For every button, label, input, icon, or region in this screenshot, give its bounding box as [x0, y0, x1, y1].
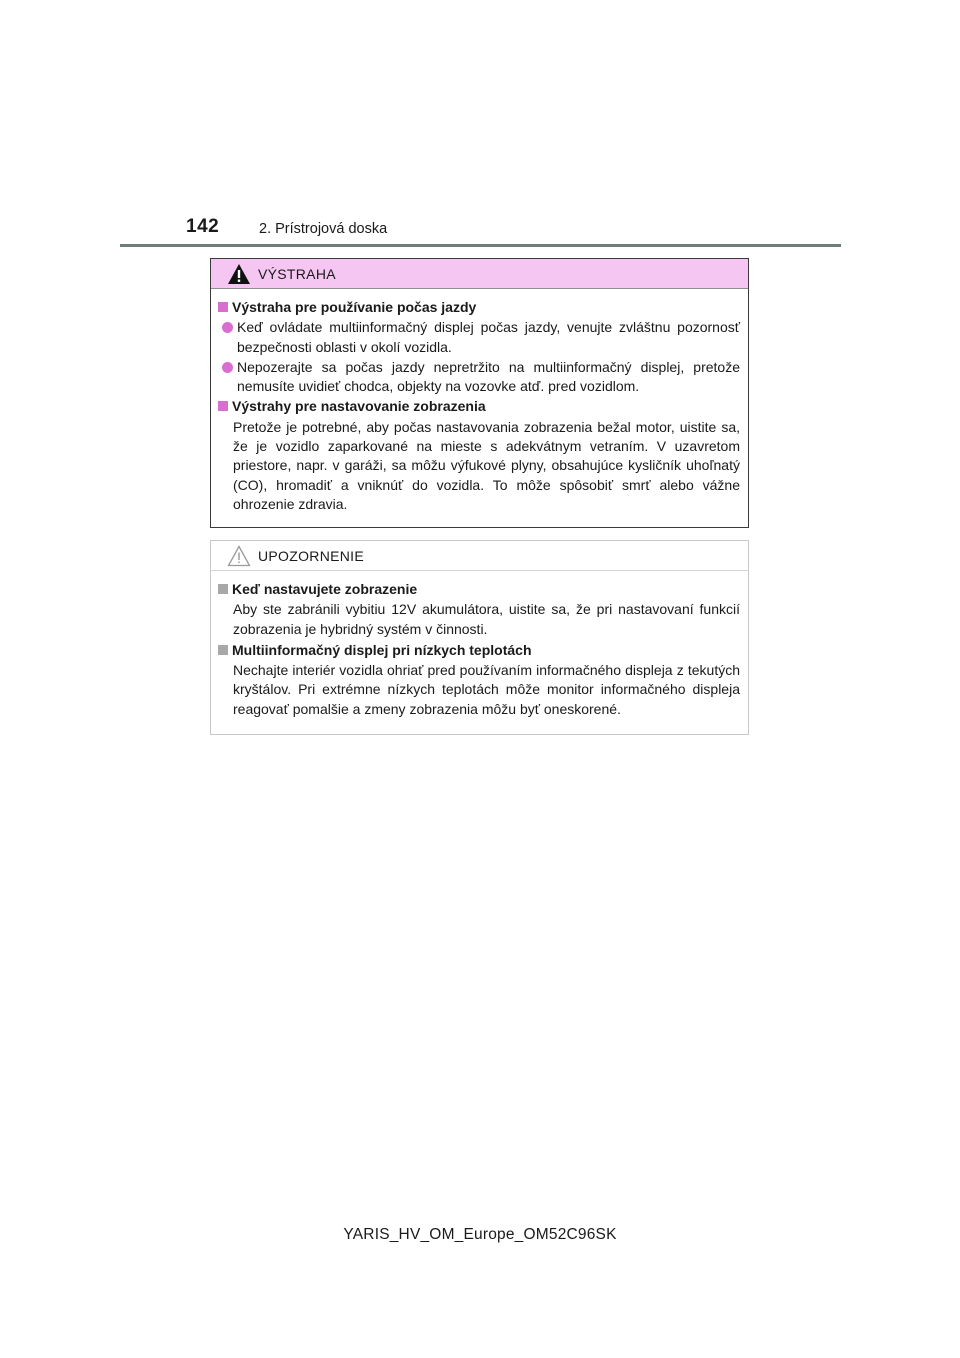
warning-heading-display-settings: Výstrahy pre nastavovanie zobrazenia: [218, 397, 740, 416]
warning-header: [211, 259, 748, 289]
caution-paragraph: Nechajte interiér vozidla ohriať pred používaním informačného displeja z tekutých kryštálov. Pri extrémne nízkych teplotách môže monitor informačného displeja reagovať pomalšie a zmeny zobrazenia môžu byť oneskorené.: [233, 662, 740, 717]
caution-heading-setting-display: Keď nastavujete zobrazenie: [218, 580, 740, 599]
warning-title: VÝSTRAHA: [258, 265, 336, 282]
warning-paragraph: Pretože je potrebné, aby počas nastavovania zobrazenia bežal motor, uistite sa, že je vozidlo zaparkované na mieste s adekvátnym vetraním. V uzavretom priestore, napr. v garáži, sa môžu výfukové plyny, obsahujúce kysličník uhoľnatý (CO), hromadiť a vniknúť do vozidla. To môže spôsobiť smrť alebo vážne ohrozenie zdravia.: [233, 418, 740, 512]
round-bullet-icon: [222, 322, 233, 333]
warning-heading-driving: Výstraha pre používanie počas jazdy: [218, 298, 740, 317]
header-rule: [120, 244, 841, 247]
caution-body: [211, 571, 748, 719]
caution-title: UPOZORNENIE: [258, 547, 364, 564]
warning-bullet: Nepozerajte sa počas jazdy nepretržito na multiinformačný displej, pretože nemusíte uvidieť chodca, objekty na vozovke atď. pred vozidlom.: [218, 358, 740, 397]
square-bullet-icon: [218, 302, 228, 312]
warning-bullet: Keď ovládate multiinformačný displej počas jazdy, venujte zvláštnu pozornosť bezpečnosti oblasti v okolí vozidla.: [218, 318, 740, 357]
round-bullet-icon: [222, 362, 233, 373]
caution-triangle-icon: [227, 545, 251, 567]
caution-paragraph: Aby ste zabránili vybitiu 12V akumulátora, uistite sa, že pri nastavovaní funkcií zobrazenia je hybridný systém v činnosti.: [233, 601, 740, 637]
warning-box: [210, 258, 749, 528]
caution-heading-low-temperatures: Multiinformačný displej pri nízkych teplotách: [218, 641, 740, 660]
warning-triangle-icon: [227, 263, 251, 285]
warning-body: [211, 289, 748, 514]
page-number: 142: [186, 216, 220, 237]
square-bullet-icon: [218, 584, 228, 594]
caution-header: [211, 541, 748, 571]
square-bullet-icon: [218, 401, 228, 411]
caution-box: [210, 540, 749, 735]
section-title: 2. Prístrojová doska: [259, 221, 388, 237]
square-bullet-icon: [218, 645, 228, 655]
document-code: YARIS_HV_OM_Europe_OM52C96SK: [343, 1226, 617, 1243]
